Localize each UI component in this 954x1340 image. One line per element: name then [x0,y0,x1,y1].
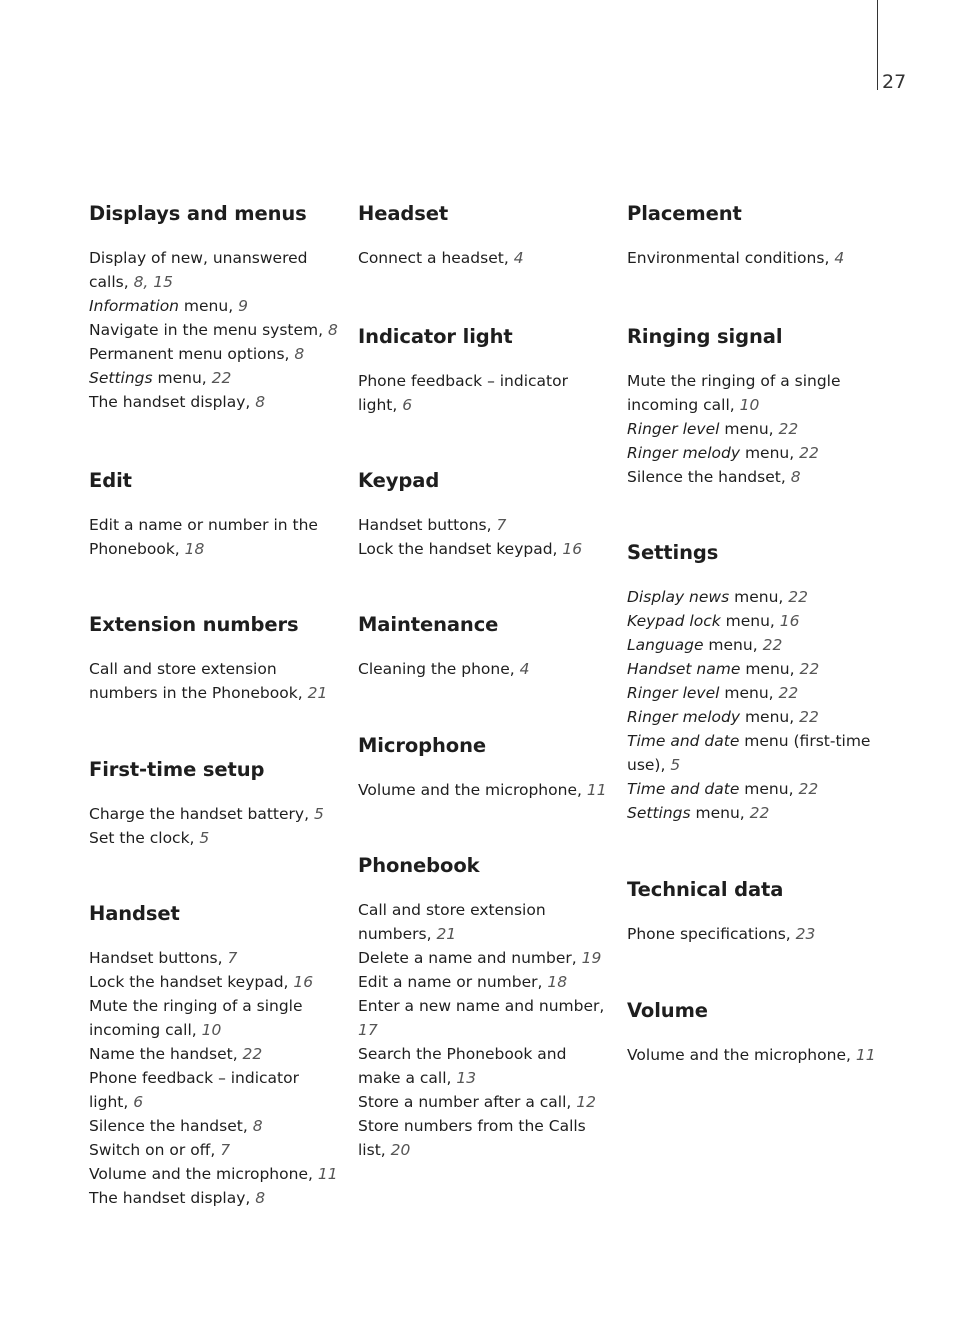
entry-page-ref: 11 [855,1046,876,1064]
index-entry [627,417,877,441]
index-entry [89,1114,339,1138]
entry-text: Edit a name or number, [358,973,548,991]
section-title: Displays and menus [89,202,307,225]
entry-menu-name: Ringer level [627,684,720,702]
entry-page-ref: 8 [255,1189,266,1207]
section-title: Phonebook [358,854,480,877]
entry-text: menu, [720,612,780,630]
entry-text: Mute the ringing of a single incoming call, [89,997,303,1039]
entry-page-ref: 10 [739,396,760,414]
index-section [358,324,608,417]
index-section [627,998,877,1067]
index-entry [358,369,608,417]
entry-page-ref: 4 [834,249,845,267]
entry-text: Edit a name or number in the Phonebook, [89,516,318,558]
entry-page-ref: 4 [519,660,530,678]
entry-text: Volume and the microphone, [358,781,587,799]
entry-page-ref: 22 [799,708,819,726]
entry-page-ref: 7 [220,1141,231,1159]
entry-page-ref: 13 [456,1069,477,1087]
index-section [358,468,608,561]
entry-text: Mute the ringing of a single incoming call, [627,372,841,414]
entry-text: menu, [719,420,779,438]
index-entry [89,1186,339,1210]
entry-page-ref: 17 [358,1021,378,1039]
entry-text: menu, [719,684,779,702]
entry-menu-name: Handset name [627,660,741,678]
entry-text: Set the clock, [89,829,200,847]
index-entry [89,318,339,342]
entry-text: Connect a headset, [358,249,514,267]
entry-text: Silence the handset, [627,468,791,486]
section-entries [358,246,608,270]
index-section [89,201,339,414]
index-section [627,540,877,825]
entry-page-ref: 16 [293,973,314,991]
index-section [627,877,877,946]
index-entry [358,1090,608,1114]
entry-text: Volume and the microphone, [627,1046,856,1064]
entry-page-ref: 18 [184,540,205,558]
index-entry [627,633,877,657]
section-title: Microphone [358,734,487,757]
index-entry [627,609,877,633]
entry-text: The handset display, [89,393,256,411]
index-entry [89,1066,339,1114]
entry-menu-name: Keypad lock [627,612,721,630]
entry-text: Cleaning the phone, [358,660,520,678]
entry-menu-name: Ringer melody [627,708,741,726]
index-entry [89,390,339,414]
index-section [89,757,339,850]
section-entries [627,1043,877,1067]
entry-text: menu (first-time use), [627,732,871,774]
entry-page-ref: 21 [436,925,457,943]
entry-text: Lock the handset keypad, [89,973,294,991]
entry-text: The handset display, [89,1189,256,1207]
section-entries [358,513,608,561]
index-entry [89,246,339,294]
section-entries [627,922,877,946]
entry-text: Delete a name and number, [358,949,582,967]
entry-page-ref: 8 [294,345,305,363]
index-entry [358,657,608,681]
index-entry [358,946,608,970]
section-entries [89,802,339,850]
index-entry [627,1043,877,1067]
entry-text: Handset buttons, [89,949,228,967]
index-entry [358,246,608,270]
index-entry [627,246,877,270]
index-entry [358,994,608,1042]
index-entry [89,1042,339,1066]
entry-page-ref: 22 [799,660,820,678]
index-section [358,853,608,1162]
entry-page-ref: 4 [513,249,524,267]
index-entry [358,1114,608,1162]
entry-page-ref: 6 [133,1093,144,1111]
entry-menu-name: Information [89,297,179,315]
entry-page-ref: 18 [547,973,568,991]
section-entries [358,369,608,417]
index-entry [627,922,877,946]
entry-text: Search the Phonebook and make a call, [358,1045,567,1087]
section-entries [627,585,877,825]
index-section [358,201,608,270]
entry-text: Phone feedback – indicator light, [358,372,568,414]
entry-page-ref: 22 [799,444,819,462]
index-entry [627,777,877,801]
entry-page-ref: 22 [788,588,808,606]
section-entries [358,898,608,1162]
entry-page-ref: 21 [307,684,328,702]
section-entries [89,946,339,1210]
entry-menu-name: Settings [627,804,691,822]
entry-text: menu, [179,297,239,315]
entry-text: menu, [740,660,800,678]
index-section [89,468,339,561]
section-title: Edit [89,469,132,492]
section-title: Handset [89,902,180,925]
entry-page-ref: 9 [238,297,248,315]
index-entry [358,898,608,946]
index-entry [89,513,339,561]
index-entry [89,1162,339,1186]
index-entry [89,366,339,390]
entry-menu-name: Ringer melody [627,444,741,462]
entry-text: Call and store extension numbers, [358,901,546,943]
entry-page-ref: 22 [778,684,799,702]
entry-menu-name: Display news [627,588,730,606]
entry-menu-name: Time and date [627,732,740,750]
entry-page-ref: 22 [749,804,770,822]
entry-text: Phone specifications, [627,925,796,943]
section-entries [89,513,339,561]
entry-page-ref: 22 [762,636,783,654]
section-title: Settings [627,541,719,564]
index-section [89,901,339,1210]
section-title: First-time setup [89,758,265,781]
entry-text: Lock the handset keypad, [358,540,563,558]
index-entry [358,1042,608,1090]
entry-page-ref: 22 [798,780,819,798]
entry-page-ref: 5 [670,756,681,774]
entry-page-ref: 8, 15 [133,273,174,291]
section-title: Indicator light [358,325,513,348]
entry-text: Store a number after a call, [358,1093,577,1111]
index-entry [89,342,339,366]
index-entry [89,657,339,705]
index-entry [89,946,339,970]
entry-page-ref: 5 [313,805,324,823]
index-entry [89,970,339,994]
entry-page-ref: 5 [199,829,210,847]
entry-page-ref: 8 [252,1117,263,1135]
index-entry [89,1138,339,1162]
entry-text: menu, [739,780,799,798]
entry-text: Volume and the microphone, [89,1165,318,1183]
entry-page-ref: 8 [327,321,338,339]
entry-page-ref: 23 [795,925,816,943]
index-entry [89,994,339,1042]
entry-page-ref: 8 [790,468,801,486]
index-entry [627,585,877,609]
index-entry [627,729,877,777]
index-entry [358,537,608,561]
entry-text: Silence the handset, [89,1117,253,1135]
section-entries [627,246,877,270]
page-number: 27 [882,71,907,93]
header-rule [877,0,878,90]
entry-page-ref: 11 [317,1165,338,1183]
entry-text: Permanent menu options, [89,345,295,363]
entry-menu-name: Language [627,636,704,654]
index-entry [627,369,877,417]
entry-text: Environmental conditions, [627,249,835,267]
entry-text: Name the handset, [89,1045,243,1063]
index-section [358,733,608,802]
entry-page-ref: 7 [227,949,238,967]
entry-page-ref: 6 [402,396,413,414]
section-title: Ringing signal [627,325,783,348]
entry-text: Navigate in the menu system, [89,321,328,339]
entry-text: menu, [729,588,789,606]
entry-menu-name: Ringer level [627,420,720,438]
entry-page-ref: 8 [255,393,266,411]
index-entry [627,441,877,465]
index-entry [89,826,339,850]
section-title: Placement [627,202,742,225]
index-entry [627,801,877,825]
entry-menu-name: Time and date [627,780,740,798]
entry-text: Handset buttons, [358,516,497,534]
entry-page-ref: 22 [778,420,799,438]
entry-text: menu, [703,636,763,654]
section-title: Volume [627,999,708,1022]
section-entries [89,657,339,705]
section-title: Headset [358,202,449,225]
entry-page-ref: 11 [586,781,607,799]
section-entries [627,369,877,489]
section-title: Technical data [627,878,784,901]
section-title: Keypad [358,469,440,492]
index-entry [89,294,339,318]
entry-menu-name: Settings [89,369,153,387]
index-entry [358,970,608,994]
section-entries [358,657,608,681]
index-entry [89,802,339,826]
entry-page-ref: 22 [242,1045,263,1063]
section-entries [89,246,339,414]
entry-page-ref: 16 [562,540,583,558]
entry-page-ref: 16 [779,612,800,630]
index-section [627,201,877,270]
entry-text: menu, [740,708,800,726]
index-entry [358,778,608,802]
entry-text: menu, [690,804,750,822]
entry-text: Phone feedback – indicator light, [89,1069,299,1111]
section-title: Extension numbers [89,613,299,636]
index-entry [627,681,877,705]
entry-text: Switch on or off, [89,1141,221,1159]
entry-text: Call and store extension numbers in the Phonebook, [89,660,308,702]
index-entry [627,705,877,729]
index-entry [627,657,877,681]
entry-text: Enter a new name and number, [358,997,605,1015]
entry-text: menu, [740,444,800,462]
entry-page-ref: 22 [211,369,232,387]
index-section [89,612,339,705]
entry-text: Display of new, unanswered calls, [89,249,308,291]
index-entry [627,465,877,489]
entry-page-ref: 10 [201,1021,222,1039]
entry-page-ref: 12 [576,1093,596,1111]
index-section [358,612,608,681]
entry-text: Charge the handset battery, [89,805,314,823]
entry-text: Store numbers from the Calls list, [358,1117,586,1159]
index-entry [358,513,608,537]
index-section [627,324,877,489]
entry-page-ref: 19 [581,949,602,967]
entry-page-ref: 7 [496,516,507,534]
section-title: Maintenance [358,613,499,636]
entry-page-ref: 20 [390,1141,411,1159]
section-entries [358,778,608,802]
entry-text: menu, [152,369,212,387]
